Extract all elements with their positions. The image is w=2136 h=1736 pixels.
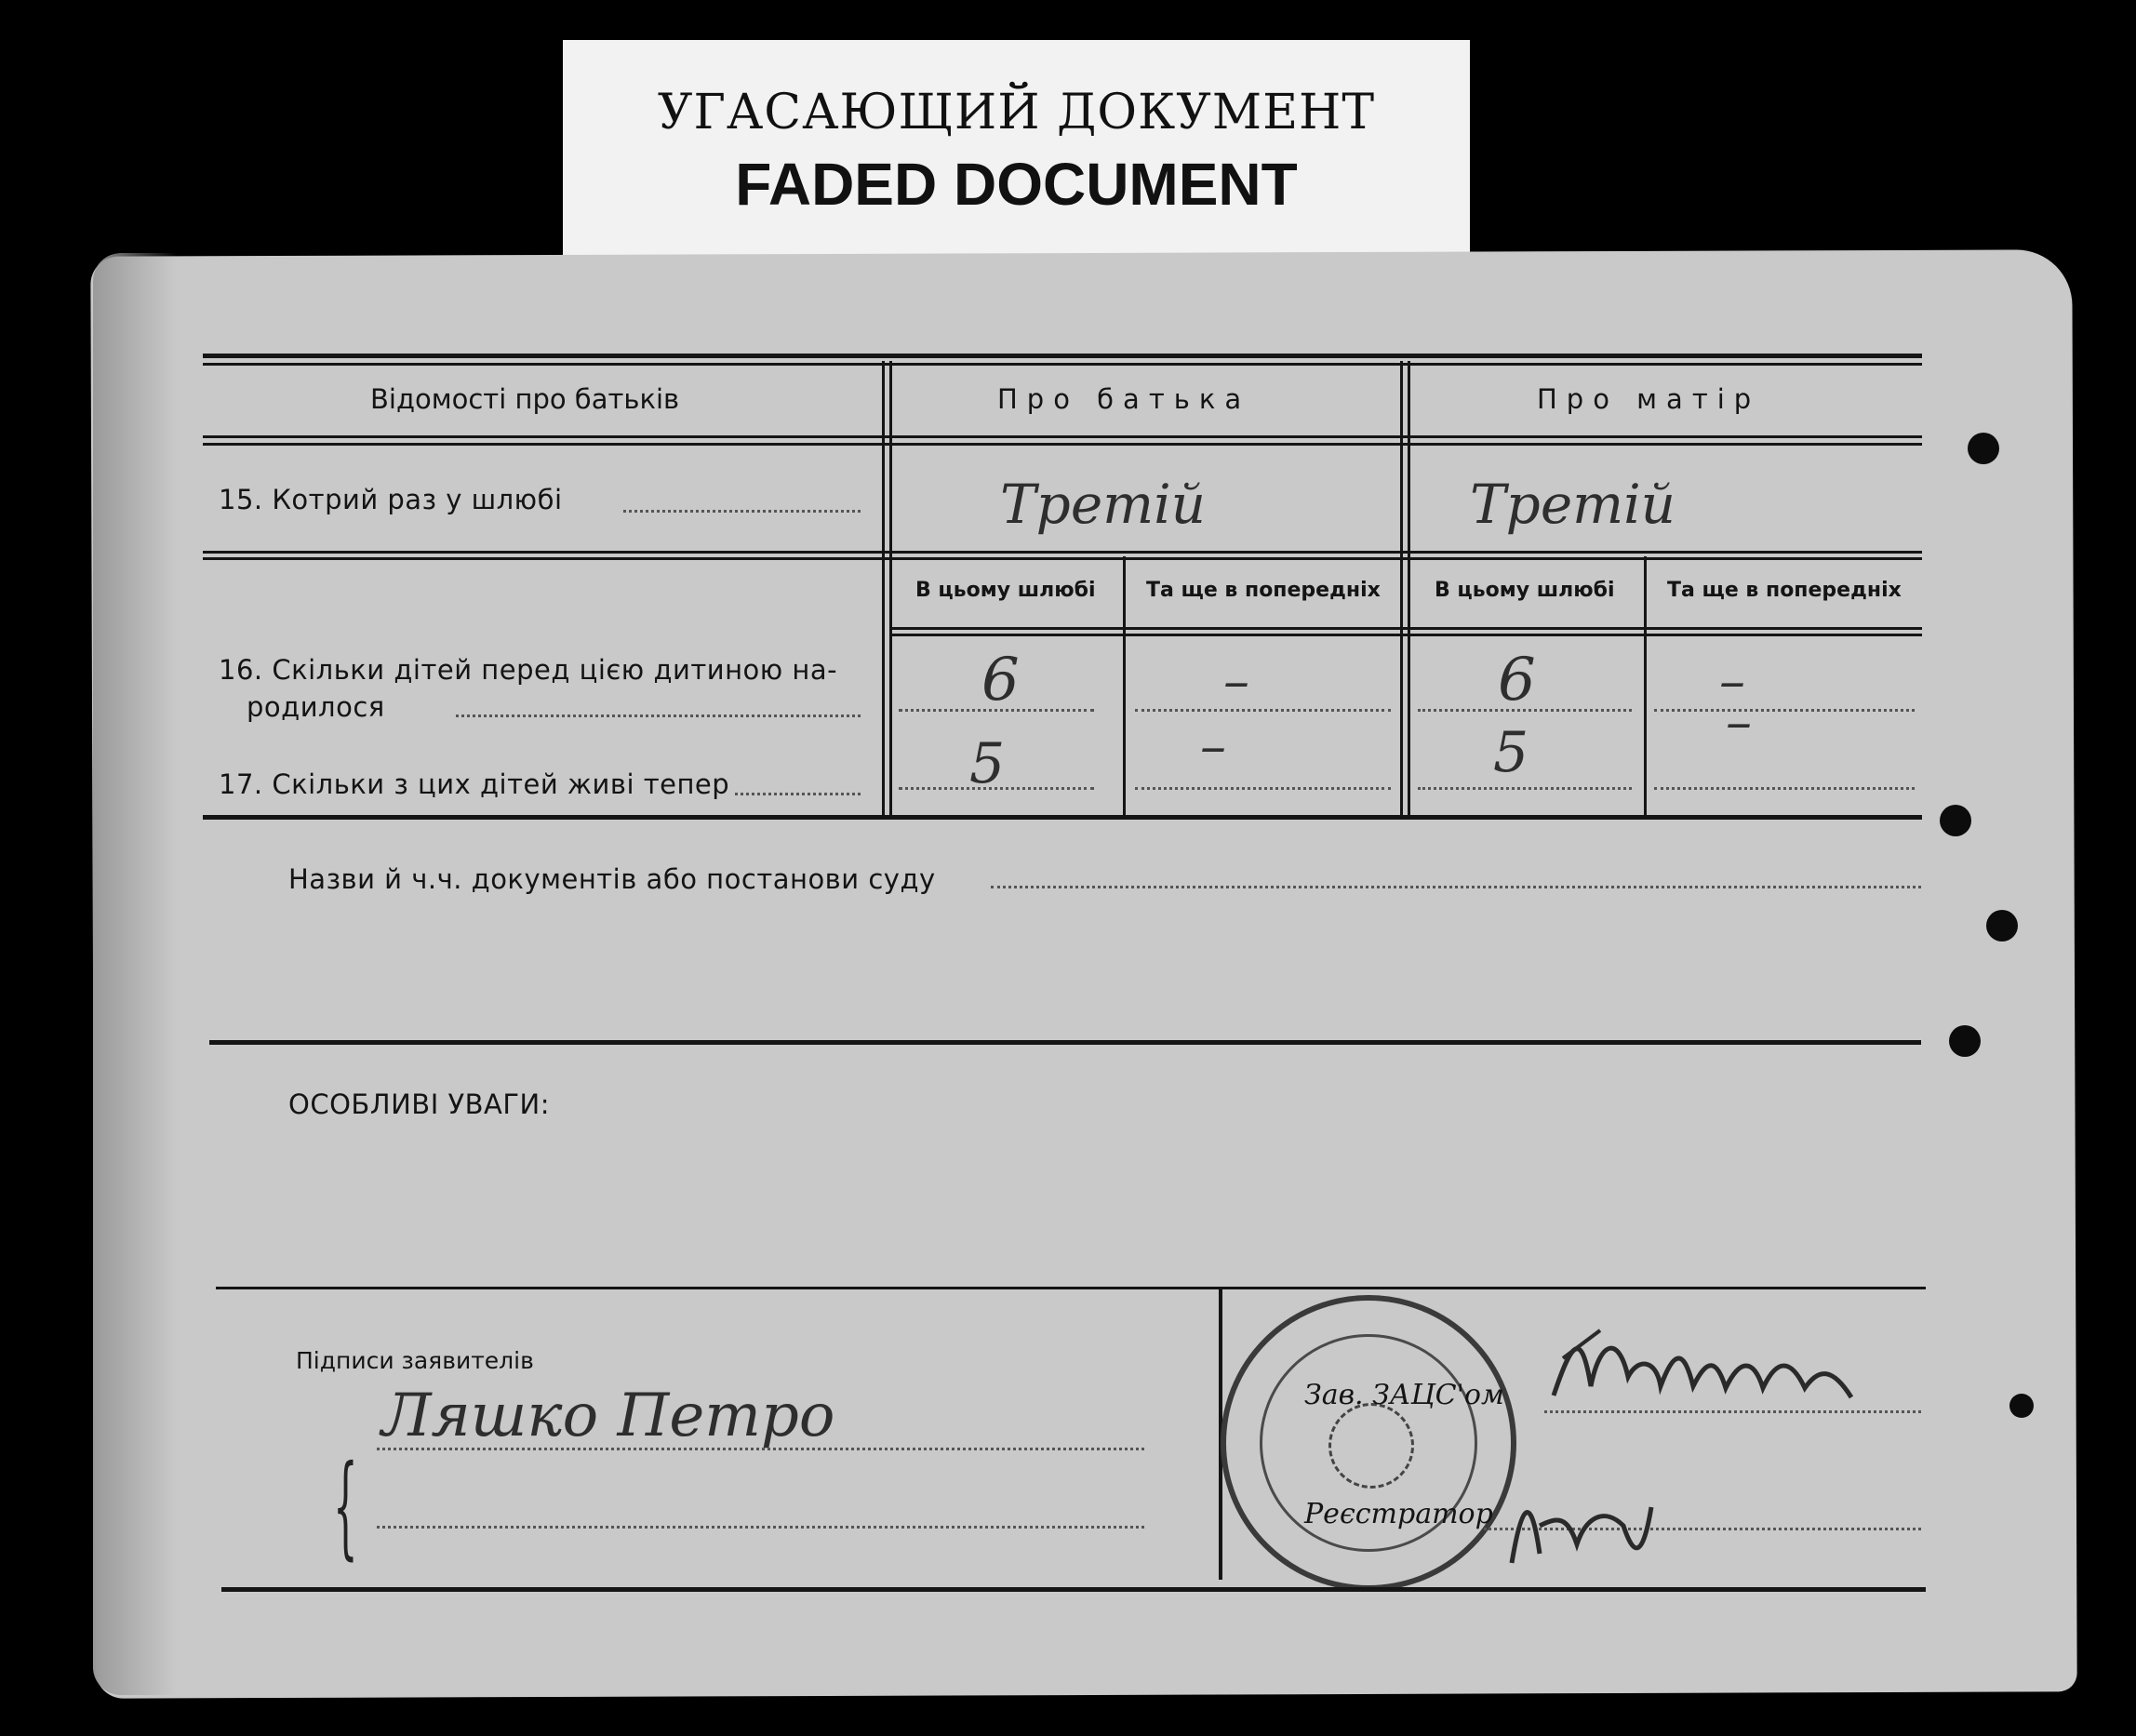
mother-born-previous: – (1719, 651, 1745, 712)
documents-bottom-rule (209, 1040, 1921, 1045)
document-sheet (90, 249, 2076, 1698)
subheader-bottom-rule-double (889, 634, 1922, 636)
table-top-rule-inner (203, 363, 1922, 366)
table-top-rule (203, 354, 1922, 358)
binding-hole-icon (1949, 1025, 1981, 1057)
brace-icon: { (333, 1442, 358, 1571)
row-15-leader (623, 510, 861, 513)
sub-father-this-marriage: В цьому шлюбі (915, 579, 1096, 602)
row-17-father-prev-line (1135, 787, 1391, 790)
label-title-en: FADED DOCUMENT (735, 151, 1298, 218)
form-bottom-rule (221, 1587, 1926, 1592)
applicant-signature-line-2 (377, 1526, 1144, 1529)
row-16-label-line1: 16. Скільки дітей перед цією дитиною на- (219, 654, 838, 686)
header-parents-info: Відомості про батьків (370, 383, 680, 415)
registrar-signature-scribble (1493, 1470, 1661, 1582)
row-16-mother-this-line (1418, 709, 1632, 712)
mother-alive-previous: – (1726, 692, 1752, 753)
row-17-mother-this-line (1418, 787, 1632, 790)
father-alive-this-marriage: 5 (969, 731, 1006, 796)
column-rule-mother (1400, 361, 1403, 819)
row-15-label: 15. Котрий раз у шлюбі (219, 484, 563, 515)
row-16-label-line2: родилося (247, 691, 385, 723)
row-15-bottom-rule-double (203, 557, 1922, 560)
notes-bottom-rule (216, 1287, 1926, 1289)
row-17-mother-prev-line (1654, 787, 1915, 790)
label-title-ru: УГАСАЮЩИЙ ДОКУМЕНТ (657, 85, 1376, 140)
column-rule-father (882, 361, 885, 819)
binding-hole-icon (1986, 910, 2018, 941)
table-bottom-rule (203, 815, 1922, 820)
head-of-registry-label: Зав. ЗАЦС'ом (1304, 1379, 1504, 1411)
binding-hole-icon (1968, 433, 1999, 464)
mother-marriage-count: Третій (1470, 473, 1676, 536)
header-mother: Про матір (1537, 383, 1761, 415)
registrar-label: Реєстратор (1304, 1498, 1493, 1530)
subcolumn-rule-father (1123, 556, 1126, 819)
applicant-signature-line-1 (377, 1448, 1144, 1450)
head-signature-scribble (1544, 1321, 1861, 1414)
row-17-leader (735, 793, 861, 795)
row-16-leader (456, 714, 861, 717)
binding-hole-icon (2009, 1394, 2034, 1418)
column-rule-father-double (889, 361, 892, 819)
father-born-previous: – (1223, 651, 1249, 712)
father-marriage-count: Третій (1000, 473, 1207, 536)
row-16-father-prev-line (1135, 709, 1391, 712)
mother-alive-this-marriage: 5 (1493, 720, 1529, 785)
row-16-father-this-line (899, 709, 1094, 712)
sub-mother-previous: Та ще в попередніх (1667, 579, 1902, 602)
subheader-bottom-rule (889, 627, 1922, 630)
official-seal-stamp (1221, 1295, 1516, 1591)
signatures-label: Підписи заявителів (296, 1347, 534, 1374)
column-rule-mother-double (1408, 361, 1410, 819)
header-father: Про батька (997, 383, 1251, 415)
stamp-emblem (1328, 1403, 1414, 1489)
row-17-label: 17. Скільки з цих дітей живі тепер (219, 768, 730, 800)
mother-born-this-marriage: 6 (1498, 646, 1536, 714)
sheet-edge-shadow (93, 253, 177, 1695)
header-bottom-rule-double (203, 443, 1922, 446)
sub-mother-this-marriage: В цьому шлюбі (1435, 579, 1615, 602)
row-17-father-this-line (899, 787, 1094, 790)
row-15-bottom-rule (203, 551, 1922, 554)
sub-father-previous: Та ще в попередніх (1146, 579, 1381, 602)
subcolumn-rule-mother (1644, 556, 1647, 819)
father-alive-previous: – (1200, 716, 1226, 777)
faded-document-label (563, 40, 1470, 261)
documents-fill-line (991, 886, 1921, 888)
father-born-this-marriage: 6 (981, 646, 1020, 714)
row-16-mother-prev-line (1654, 709, 1915, 712)
applicant-signature: Ляшко Петро (381, 1382, 835, 1450)
binding-hole-icon (1940, 805, 1971, 836)
header-bottom-rule (203, 435, 1922, 438)
documents-label: Назви й ч.ч. документів або постанови суду (288, 863, 936, 895)
special-notes-label: ОСОБЛИВІ УВАГИ: (288, 1088, 551, 1120)
